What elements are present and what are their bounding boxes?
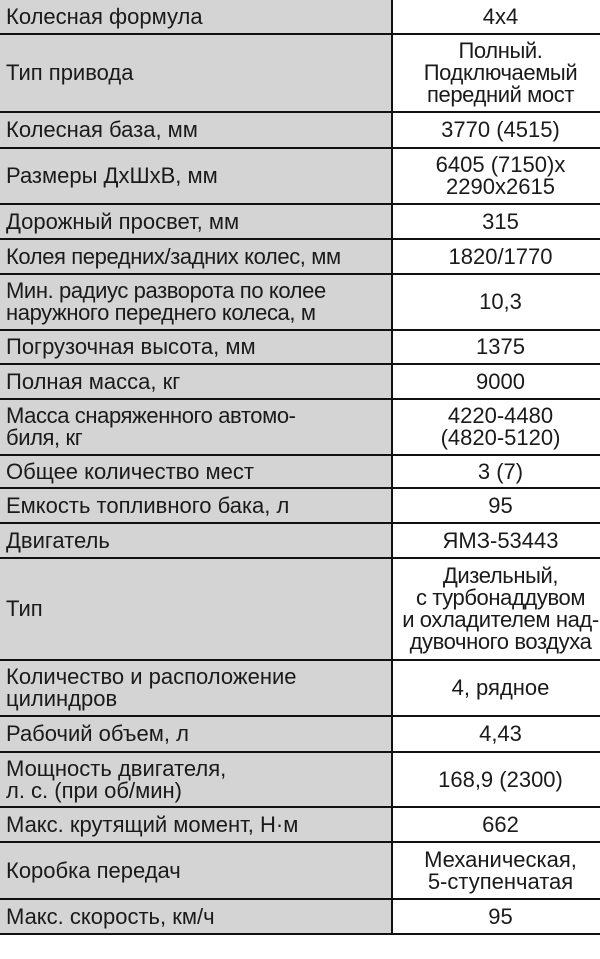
row-label: Колесная база, мм <box>0 112 392 148</box>
row-value: 95 <box>392 488 600 523</box>
row-label: Размеры ДхШхВ, мм <box>0 148 392 204</box>
row-label: Дорожный просвет, мм <box>0 204 392 239</box>
table-row <box>0 34 600 112</box>
table-row <box>0 523 600 558</box>
row-value: Механическая, 5-ступенчатая <box>392 842 600 899</box>
row-value: 168,9 (2300) <box>392 752 600 807</box>
row-value: Дизельный, с турбонаддувом и охладителем над- дувочного воздуха <box>392 558 600 660</box>
table-row <box>0 239 600 274</box>
row-label: Тип <box>0 558 392 660</box>
row-label: Коробка передач <box>0 842 392 899</box>
row-label: Макс. скорость, км/ч <box>0 899 392 934</box>
row-value: 315 <box>392 204 600 239</box>
row-label: Емкость топливного бака, л <box>0 488 392 523</box>
table-row <box>0 558 600 660</box>
table-row <box>0 112 600 148</box>
row-label: Макс. крутящий момент, Н·м <box>0 807 392 842</box>
table-row <box>0 0 600 34</box>
row-label: Погрузочная высота, мм <box>0 330 392 364</box>
row-value: 4x4 <box>392 0 600 34</box>
row-value: 1375 <box>392 330 600 364</box>
table-row <box>0 455 600 488</box>
row-label: Двигатель <box>0 523 392 558</box>
row-value: 4,43 <box>392 716 600 752</box>
row-value: ЯМЗ-53443 <box>392 523 600 558</box>
row-label: Рабочий объем, л <box>0 716 392 752</box>
table-row <box>0 399 600 455</box>
row-value: 10,3 <box>392 274 600 330</box>
table-row <box>0 842 600 899</box>
table-row <box>0 716 600 752</box>
row-label: Тип привода <box>0 34 392 112</box>
table-row <box>0 274 600 330</box>
row-label: Полная масса, кг <box>0 364 392 399</box>
row-value: 4220-4480 (4820-5120) <box>392 399 600 455</box>
row-label: Масса снаряженного автомо- биля, кг <box>0 399 392 455</box>
row-value: Полный. Подключаемый передний мост <box>392 34 600 112</box>
table-row <box>0 148 600 204</box>
row-value: 3770 (4515) <box>392 112 600 148</box>
table-row <box>0 807 600 842</box>
row-label: Количество и расположение цилиндров <box>0 660 392 716</box>
table-row <box>0 364 600 399</box>
row-value: 1820/1770 <box>392 239 600 274</box>
row-value: 662 <box>392 807 600 842</box>
table-row <box>0 204 600 239</box>
row-label: Мин. радиус разворота по колее наружного переднего колеса, м <box>0 274 392 330</box>
row-label: Колесная формула <box>0 0 392 34</box>
table-row <box>0 752 600 807</box>
row-value: 4, рядное <box>392 660 600 716</box>
row-value: 95 <box>392 899 600 934</box>
table-row <box>0 899 600 934</box>
row-label: Мощность двигателя, л. с. (при об/мин) <box>0 752 392 807</box>
row-label: Колея передних/задних колес, мм <box>0 239 392 274</box>
row-value: 3 (7) <box>392 455 600 488</box>
table-row <box>0 488 600 523</box>
table-row <box>0 330 600 364</box>
row-value: 9000 <box>392 364 600 399</box>
row-value: 6405 (7150)x 2290x2615 <box>392 148 600 204</box>
row-label: Общее количество мест <box>0 455 392 488</box>
table-row <box>0 660 600 716</box>
